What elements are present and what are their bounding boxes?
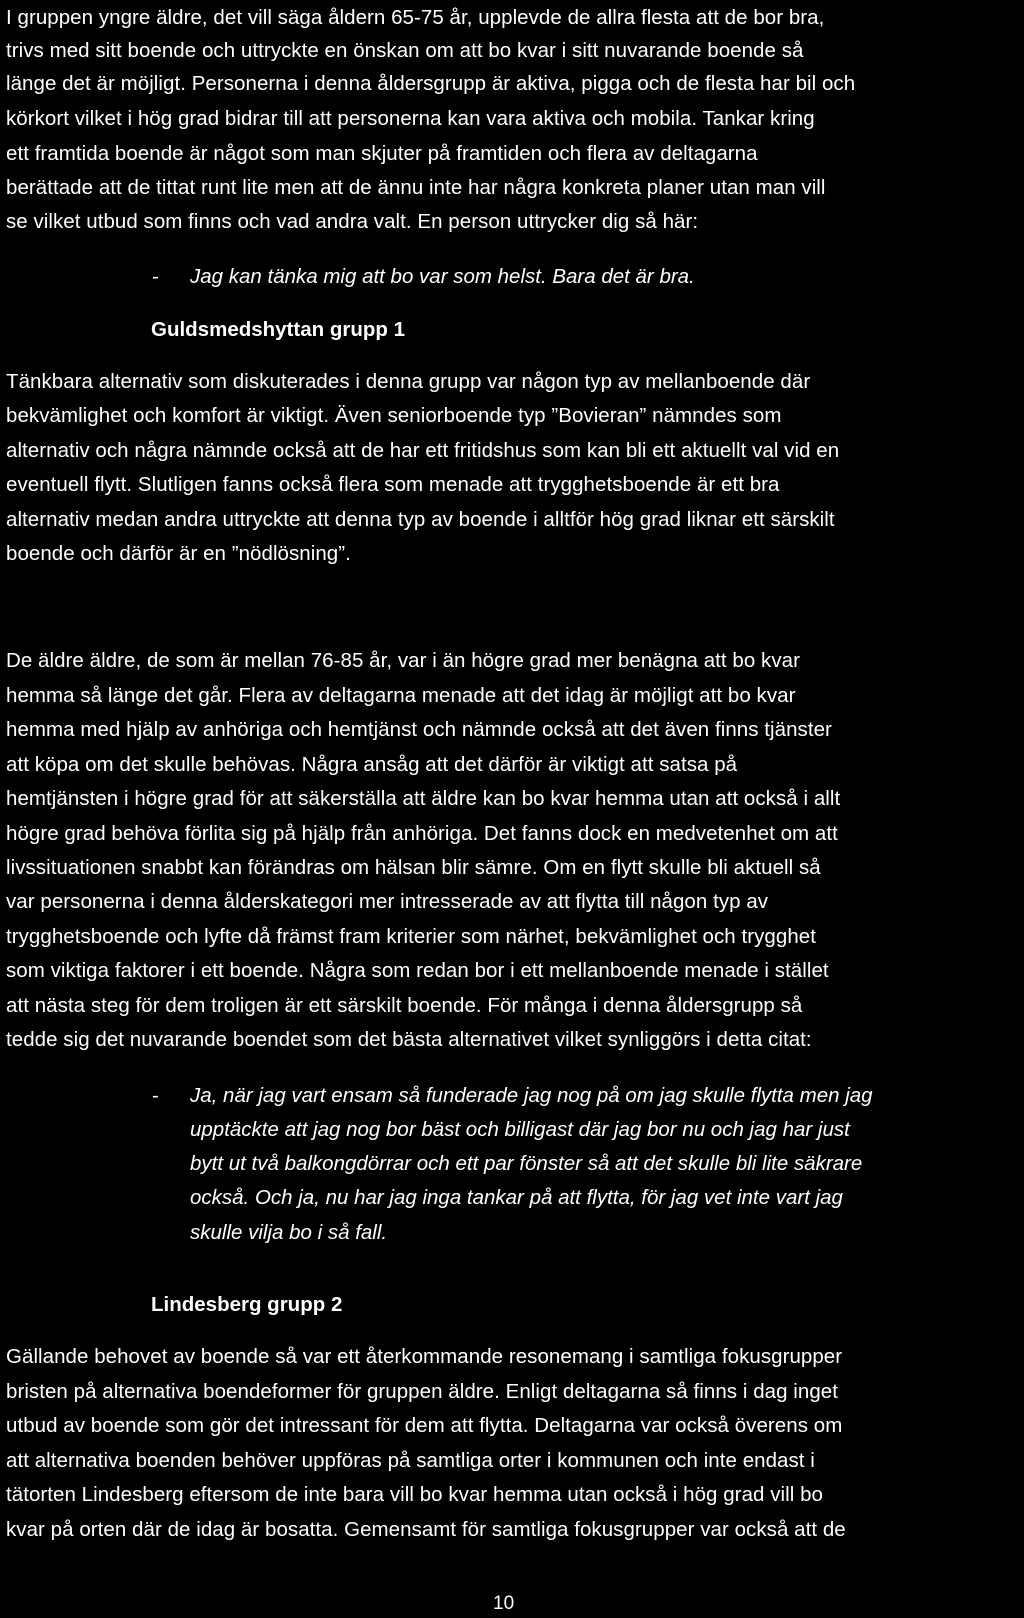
text-line: I gruppen yngre äldre, det vill säga åldern 65-75 år, upplevde de allra flesta att de bor bra,	[6, 6, 825, 29]
text-line: alternativ medan andra uttryckte att denna typ av boende i alltför hög grad liknar ett särskilt	[6, 508, 835, 531]
text-line: eventuell flytt. Slutligen fanns också flera som menade att trygghetsboende är ett bra	[6, 473, 780, 496]
text-line: se vilket utbud som finns och vad andra valt. En person uttrycker dig så här:	[6, 210, 699, 233]
quote-line: bytt ut två balkongdörrar och ett par fönster så att det skulle bli lite säkrare	[190, 1152, 863, 1175]
text-line: boende och därför är en ”nödlösning”.	[6, 542, 351, 565]
text-line: hemma så länge det går. Flera av deltagarna menade att det idag är möjligt att bo kvar	[6, 684, 796, 707]
text-line: berättade att de tittat runt lite men att de ännu inte har några konkreta planer utan man vill	[6, 176, 826, 199]
quote-line: Jag kan tänka mig att bo var som helst. Bara det är bra.	[190, 265, 695, 288]
text-line: trygghetsboende och lyfte då främst fram kriterier som närhet, bekvämlighet och trygghet	[6, 925, 816, 948]
text-line: ett framtida boende är något som man skjuter på framtiden och flera av deltagarna	[6, 142, 758, 165]
text-line: hemma med hjälp av anhöriga och hemtjänst och nämnde också att det även finns tjänster	[6, 718, 832, 741]
text-line: alternativ och några nämnde också att de har ett fritidshus som kan bli ett aktuellt val vid en	[6, 439, 840, 462]
text-line: att nästa steg för dem troligen är ett särskilt boende. För många i denna åldersgrupp så	[6, 994, 803, 1017]
text-line: högre grad behöva förlita sig på hjälp från anhöriga. Det fanns dock en medvetenhet om att	[6, 822, 838, 845]
text-line: Tänkbara alternativ som diskuterades i denna grupp var någon typ av mellanboende där	[6, 370, 811, 393]
text-line: utbud av boende som gör det intressant för dem att flytta. Deltagarna var också överens om	[6, 1414, 843, 1437]
text-line: tedde sig det nuvarande boendet som det bästa alternativet vilket synliggörs i detta citat:	[6, 1028, 812, 1051]
text-line: länge det är möjligt. Personerna i denna åldersgrupp är aktiva, pigga och de flesta har bil och	[6, 72, 856, 95]
bullet-dash: -	[152, 1084, 159, 1107]
text-line: som viktiga faktorer i ett boende. Några som redan bor i ett mellanboende menade i stället	[6, 959, 829, 982]
section-heading-guldsmedshyttan: Guldsmedshyttan grupp 1	[151, 318, 405, 341]
text-line: att köpa om det skulle behövas. Några ansåg att det därför är viktigt att satsa på	[6, 753, 738, 776]
text-line: De äldre äldre, de som är mellan 76-85 år, var i än högre grad mer benägna att bo kvar	[6, 649, 800, 672]
section-heading-lindesberg: Lindesberg grupp 2	[151, 1293, 343, 1316]
page-number: 10	[493, 1593, 515, 1614]
text-line: hemtjänsten i högre grad för att säkerställa att äldre kan bo kvar hemma utan att också i allt	[6, 787, 841, 810]
text-line: bekvämlighet och komfort är viktigt. Även seniorboende typ ”Bovieran” nämndes som	[6, 404, 782, 427]
quote-line: Ja, när jag vart ensam så funderade jag nog på om jag skulle flytta men jag	[190, 1084, 873, 1107]
text-line: tätorten Lindesberg eftersom de inte bara vill bo kvar hemma utan också i hög grad vill bo	[6, 1483, 823, 1506]
text-line: var personerna i denna ålderskategori mer intresserade av att flytta till någon typ av	[6, 890, 769, 913]
text-line: bristen på alternativa boendeformer för gruppen äldre. Enligt deltagarna så finns i dag inget	[6, 1380, 839, 1403]
text-line: trivs med sitt boende och uttryckte en önskan om att bo kvar i sitt nuvarande boende så	[6, 39, 804, 62]
quote-line: skulle vilja bo i så fall.	[190, 1221, 388, 1244]
text-line: att alternativa boenden behöver uppföras på samtliga orter i kommunen och inte endast i	[6, 1449, 815, 1472]
bullet-dash: -	[152, 265, 159, 288]
text-line: livssituationen snabbt kan förändras om hälsan blir sämre. Om en flytt skulle bli aktuell så	[6, 856, 821, 879]
text-line: Gällande behovet av boende så var ett återkommande resonemang i samtliga fokusgrupper	[6, 1345, 843, 1368]
text-line: kvar på orten där de idag är bosatta. Gemensamt för samtliga fokusgrupper var också att de	[6, 1518, 846, 1541]
text-line: körkort vilket i hög grad bidrar till att personerna kan vara aktiva och mobila. Tankar kring	[6, 107, 815, 130]
quote-line: också. Och ja, nu har jag inga tankar på att flytta, för jag vet inte vart jag	[190, 1186, 843, 1209]
quote-line: upptäckte att jag nog bor bäst och billigast där jag bor nu och jag har just	[190, 1118, 850, 1141]
